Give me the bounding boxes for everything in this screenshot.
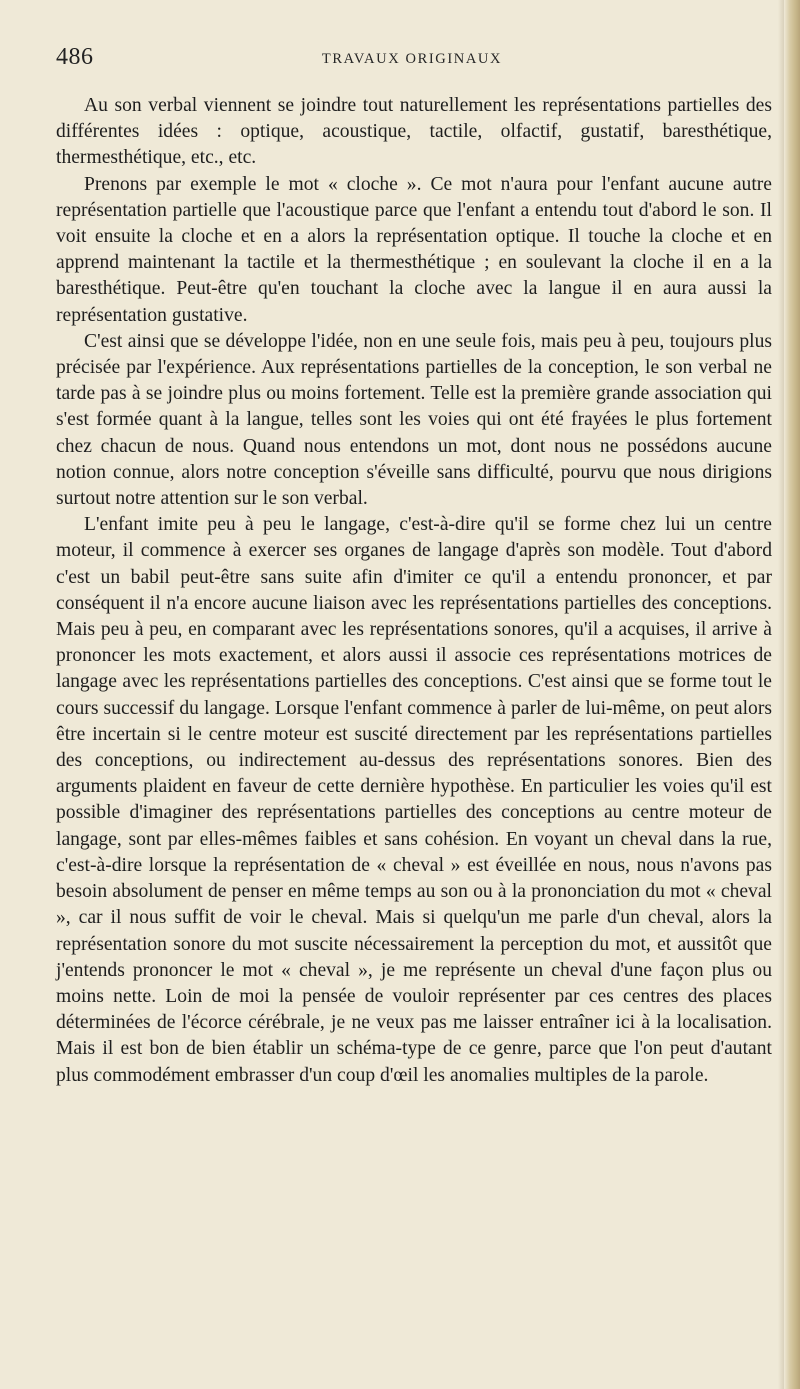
- body-text: [56, 93, 772, 1089]
- page-number: 486: [56, 44, 94, 70]
- paragraph: C'est ainsi que se développe l'idée, non en une seule fois, mais peu à peu, toujours plus précisée par l'expérience. Aux représentations partielles de la conception, le son verbal ne tarde pas à se joindre plus ou moins fortement. Telle est la première grande association qui s'est formée quant à la langue, telles sont les voies qui ont été frayées le plus fortement chez chacun de nous. Quand nous entendons un mot, dont nous ne possédons aucune notion connue, alors notre conception s'éveille sans difficulté, pourvu que nous dirigions surtout notre attention sur le son verbal.: [56, 330, 772, 510]
- running-title: TRAVAUX ORIGINAUX: [321, 51, 503, 67]
- page-header: [56, 44, 768, 74]
- paragraph: Prenons par exemple le mot « cloche ». Ce mot n'aura pour l'enfant aucune autre représentation partielle que l'acoustique parce que l'enfant a entendu tout d'abord le son. Il voit ensuite la cloche et en a alors la représentation optique. Il touche la cloche et en apprend maintenant la tactile et la thermesthétique ; en soulevant la cloche il en a la baresthétique. Peut-être qu'en touchant la cloche avec la langue il en aura aussi la représentation gustative.: [56, 173, 772, 326]
- page-edge: [784, 0, 800, 1389]
- paragraph: Au son verbal viennent se joindre tout naturellement les représentations partielles des différentes idées : optique, acoustique, tactile, olfactif, gustatif, baresthétique, thermesthétique, etc., etc.: [56, 95, 772, 169]
- paragraph: L'enfant imite peu à peu le langage, c'est-à-dire qu'il se forme chez lui un centre moteur, il commence à exercer ses organes de langage d'après son modèle. Tout d'abord c'est un babil peut-être sans suite afin d'imiter ce qu'il a entendu prononcer, et par conséquent il n'a encore aucune liaison avec les représentations partielles des conceptions. Mais peu à peu, en comparant avec les représentations sonores, qu'il a acquises, il arrive à prononcer les mots exactement, et alors aussi il associe ces représentations motrices de langage avec les représentations partielles des conceptions. C'est ainsi que se forme tout le cours successif du langage. Lorsque l'enfant commence à parler de lui-même, on peut alors être incertain si le centre moteur est suscité directement par les représentations partielles des conceptions, ou indirectement au-dessus des représentations sonores. Bien des arguments plaident en faveur de cette dernière hypothèse. En particulier les voies qu'il est possible d'imaginer des représentations partielles des conceptions au centre moteur de langage, sont par elles-mêmes faibles et sans cohésion. En voyant un cheval dans la rue, c'est-à-dire lorsque la représentation de « cheval » est éveillée en nous, nous n'avons pas besoin absolument de penser en même temps au son ou à la prononciation du mot « cheval », car il nous suffit de voir le cheval. Mais si quelqu'un me parle d'un cheval, alors la représentation sonore du mot suscite nécessairement la perception du mot, et aussitôt que j'entends prononcer le mot « cheval », je me représente un cheval d'une façon plus ou moins nette. Loin de moi la pensée de vouloir représenter par ces centres des places déterminées de l'écorce cérébrale, je ne veux pas me laisser entraîner ici à la localisation. Mais il est bon de bien établir un schéma-type de ce genre, parce que l'on peut d'autant plus commodément embrasser d'un coup d'œil les anomalies multiples de la parole.: [56, 514, 772, 1086]
